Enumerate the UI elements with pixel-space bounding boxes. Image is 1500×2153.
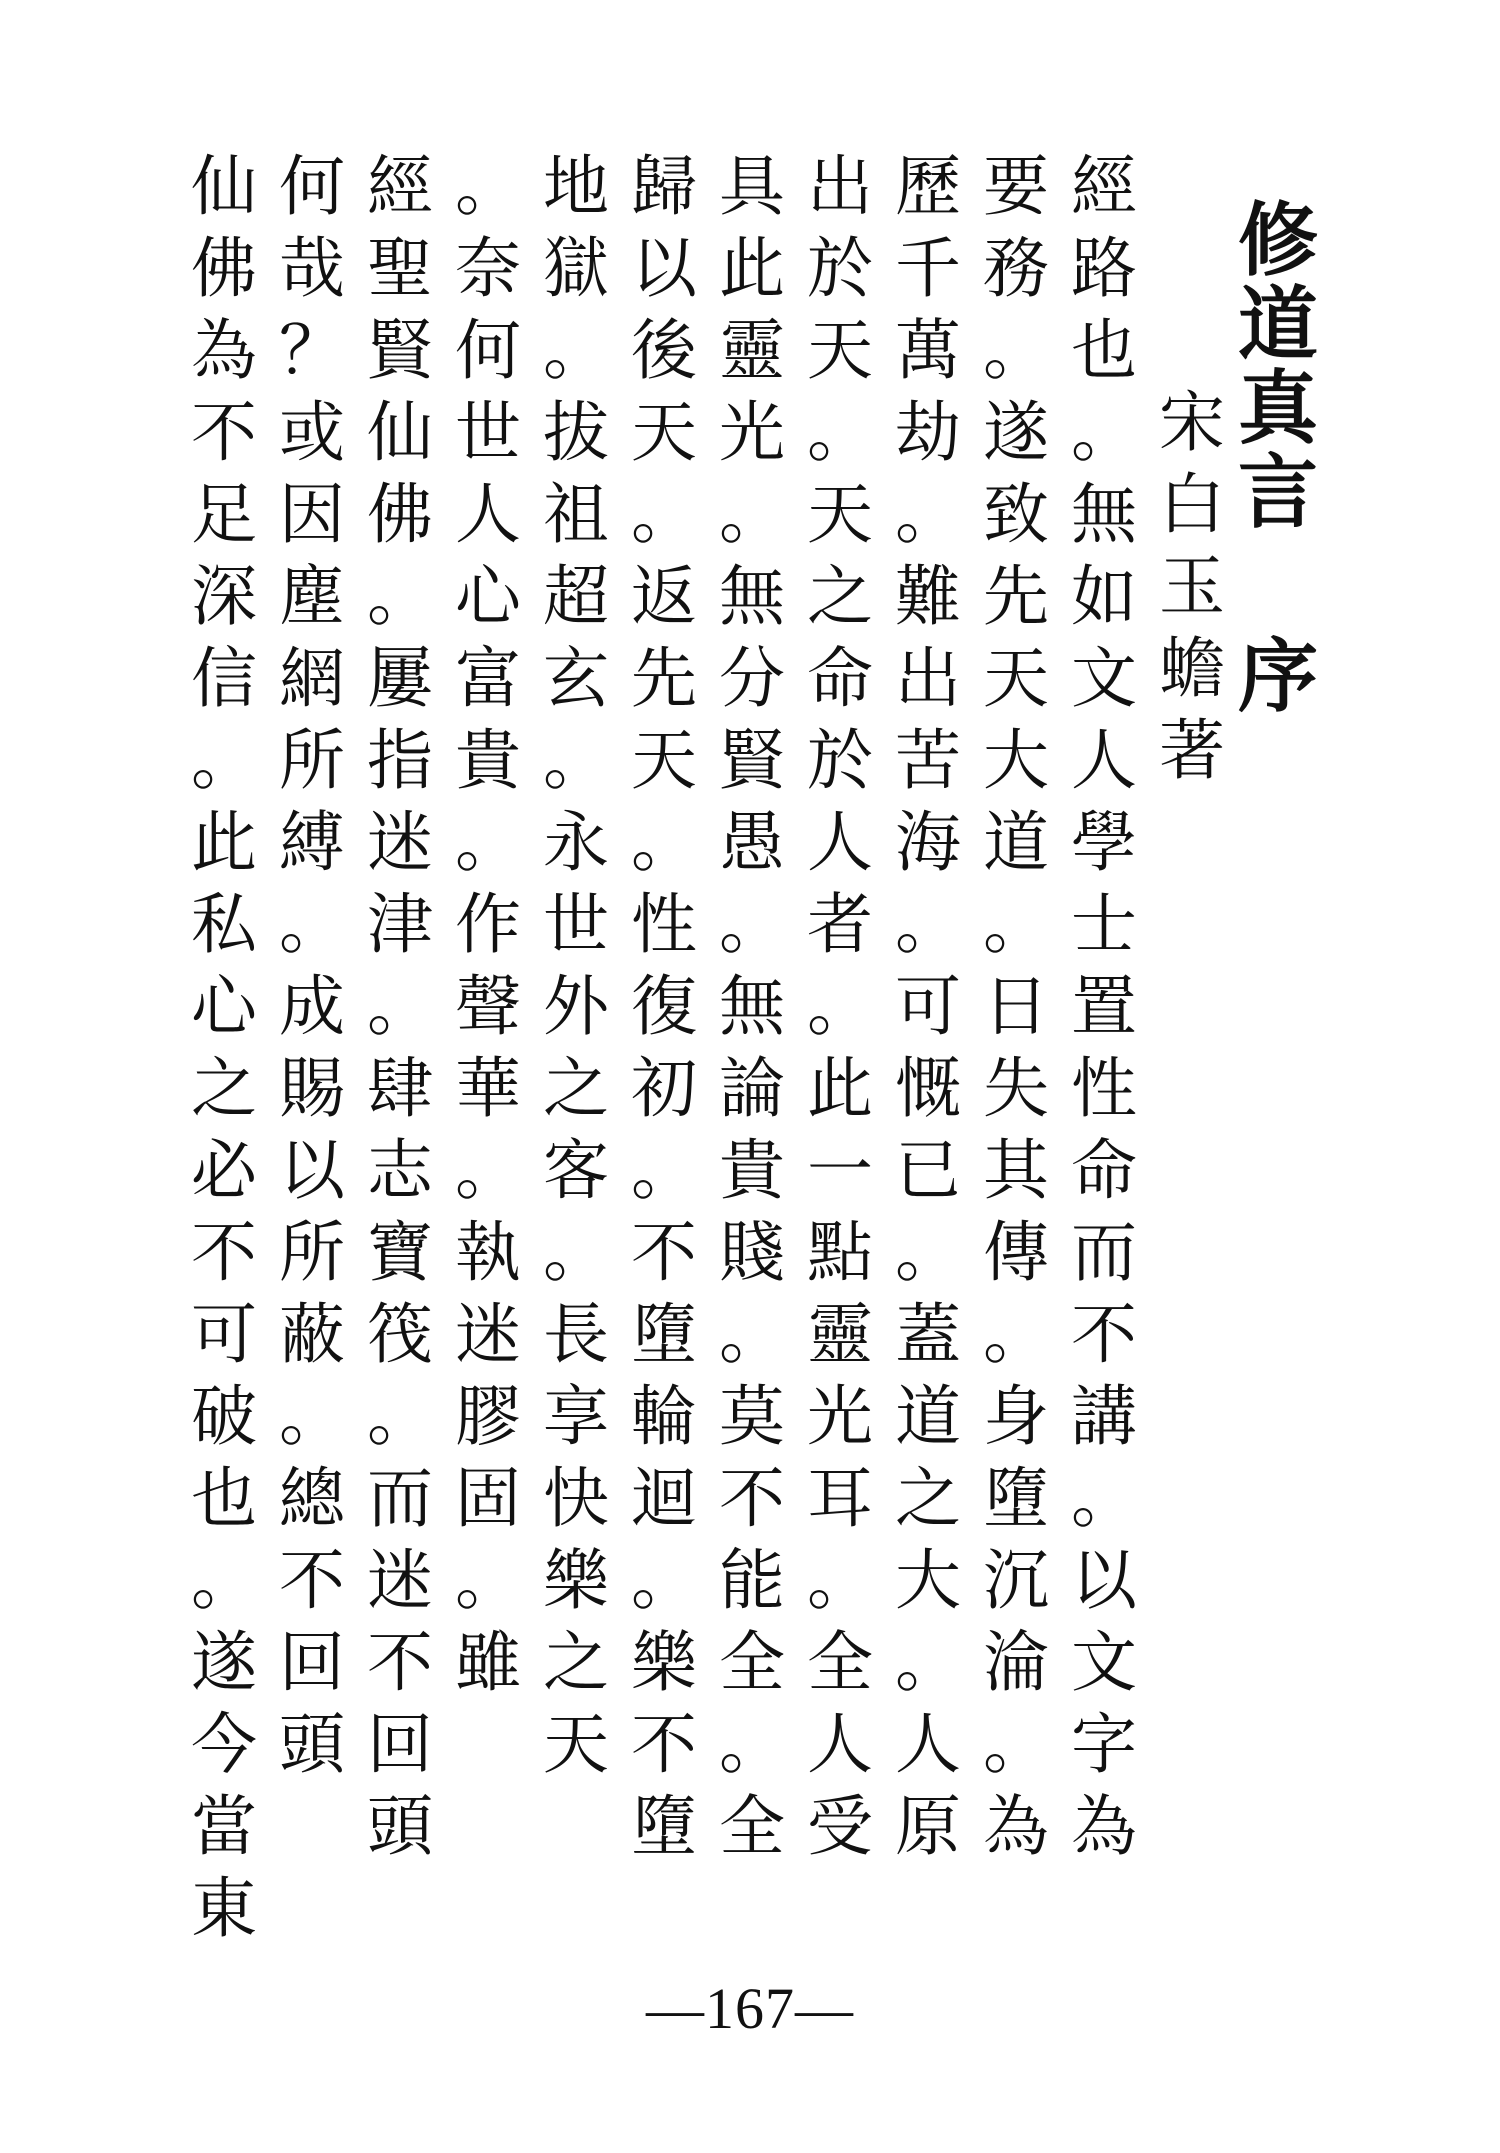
text-column: 仙 佛 為 不 足 深 信 。 此 私 心 之 必 不 可 破 也 。 遂 今 當 東 — [191, 148, 257, 1947]
title-char: 真 — [1238, 361, 1318, 455]
title-heading — [1228, 193, 1328, 723]
text-column: 歸 以 後 天 。 返 先 天 。 性 復 初 。 不 墮 輪 迴 。 樂 不 墮 — [631, 148, 697, 1865]
author-line — [1152, 382, 1232, 792]
page-number: —167— — [646, 1976, 854, 2041]
text-column: 歷 千 萬 劫 。 難 出 苦 海 。 可 慨 已 。 蓋 道 之 大 。 人 原 — [895, 148, 961, 1865]
text-column: 何 哉 ？ 或 因 塵 網 所 縛 。 成 賜 以 所 蔽 。 總 不 回 頭 — [279, 148, 345, 1783]
text-column: 經 路 也 。 無 如 文 人 學 士 置 性 命 而 不 講 。 以 文 字 為 — [1071, 148, 1137, 1865]
text-column: 具 此 靈 光 。 無 分 賢 愚 。 無 論 貴 賤 。 莫 不 能 全 。 全 — [719, 148, 785, 1865]
author-char: 白 — [1159, 466, 1225, 543]
author-char: 蟾 — [1159, 630, 1225, 707]
text-column: 經 聖 賢 仙 佛 。 屢 指 迷 津 。 肆 志 寶 筏 。 而 迷 不 回 頭 — [367, 148, 433, 1865]
text-column: 要 務 。 遂 致 先 天 大 道 。 日 失 其 傳 。 身 墮 沉 淪 。 為 — [983, 148, 1049, 1865]
author-char: 著 — [1159, 712, 1225, 789]
title-char: 言 — [1238, 445, 1318, 539]
text-column: 。 奈 何 世 人 心 富 貴 。 作 聲 華 。 執 迷 膠 固 。 雖 — [455, 148, 521, 1701]
text-column: 地 獄 。 拔 祖 超 玄 。 永 世 外 之 客 。 長 享 快 樂 之 天 — [543, 148, 609, 1783]
title-char: 修 — [1238, 193, 1318, 287]
section-heading: 序 — [1238, 629, 1318, 723]
text-column: 出 於 天 。 天 之 命 於 人 者 。 此 一 點 靈 光 耳 。 全 人 受 — [807, 148, 873, 1865]
title-char: 道 — [1238, 277, 1318, 371]
author-char: 玉 — [1159, 548, 1225, 625]
author-char: 宋 — [1159, 384, 1225, 461]
